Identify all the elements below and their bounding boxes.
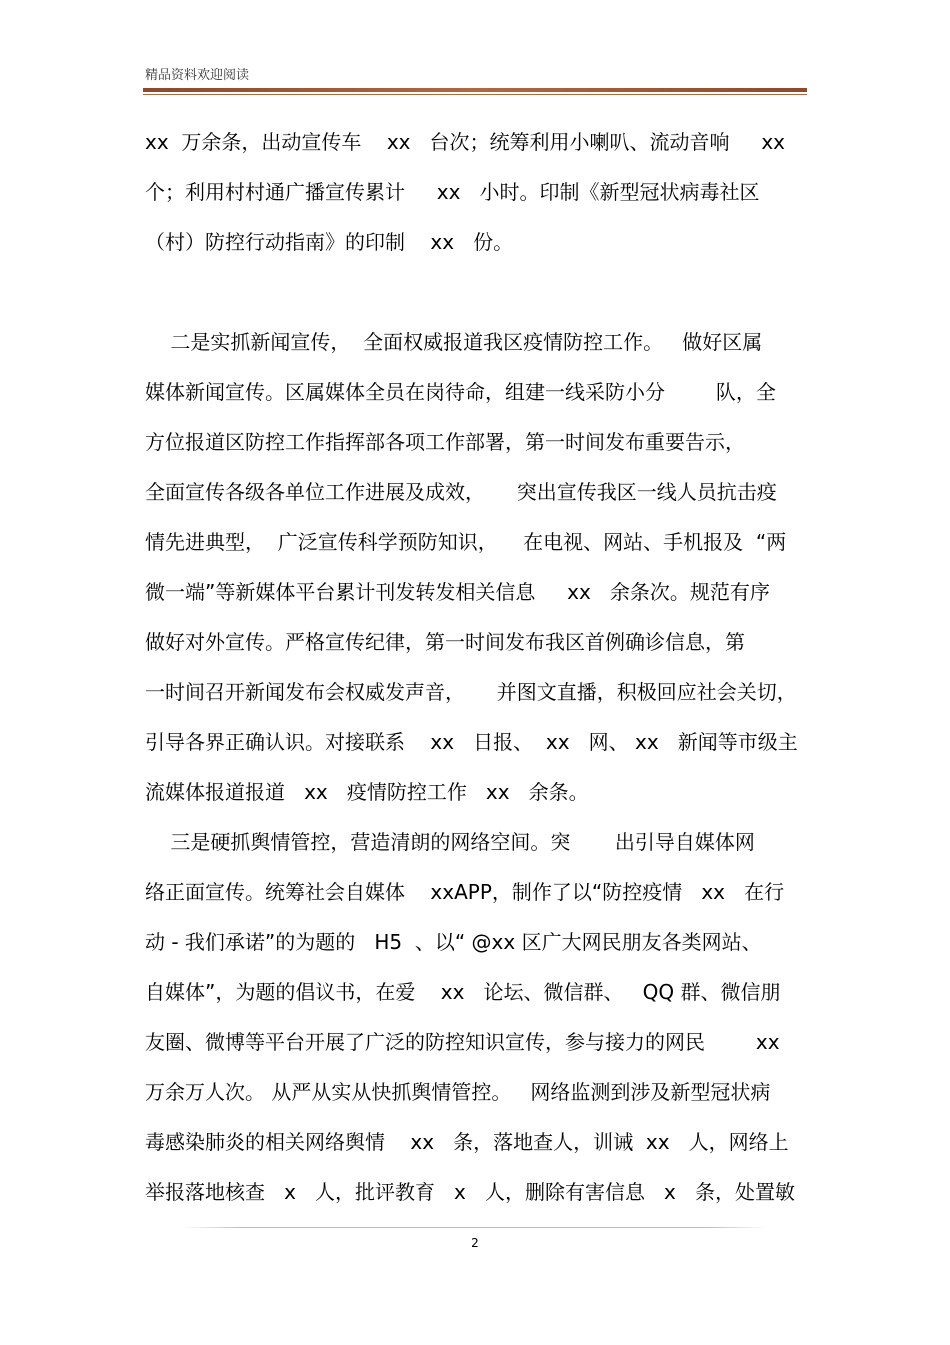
header-label: 精品资料欢迎阅读 [145,68,250,83]
text-line: 友圈、微博等平台开展了广泛的防控知识宣传，参与接力的网民 xx [145,1030,780,1054]
text-line: 流媒体报道报道 xx 疫情防控工作 xx 余条。 [145,780,589,804]
page-number: 2 [471,1236,479,1250]
text-line: 二是实抓新闻宣传， 全面权威报道我区疫情防控工作。 做好区属 [145,330,763,354]
text-line: 动 - 我们承诺”的为题的 H5 、以“ @xx 区广大网民朋友各类网站、 [145,930,762,954]
text-line: 举报落地核查 x 人，批评教育 x 人，删除有害信息 x 条，处置敏 [145,1180,795,1204]
text-line: 做好对外宣传。严格宣传纪律，第一时间发布我区首例确诊信息，第 [145,630,745,654]
text-line: 万余万人次。 从严从实从快抓舆情管控。 网络监测到涉及新型冠状病 [145,1080,771,1104]
footer-divider [182,1227,768,1228]
text-line: 微一端”等新媒体平台累计刊发转发相关信息 xx 余条次。规范有序 [145,580,770,604]
text-line: 方位报道区防控工作指挥部各项工作部署，第一时间发布重要告示， [145,430,745,454]
text-line: 一时间召开新闻发布会权威发声音， 并图文直播，积极回应社会关切， [145,680,797,704]
text-line: 个；利用村村通广播宣传累计 xx 小时。印制《新型冠状病毒社区 [145,180,760,204]
text-line: 自媒体”，为题的倡议书，在爱 xx 论坛、微信群、 QQ 群、微信朋 [145,980,781,1004]
text-line: 三是硬抓舆情管控，营造清朗的网络空间。突 出引导自媒体网 [145,830,755,854]
text-line: 情先进典型， 广泛宣传科学预防知识， 在电视、网站、手机报及 “两 [145,530,787,554]
text-line: 引导各界正确认识。对接联系 xx 日报、 xx 网、 xx 新闻等市级主 [145,730,798,754]
text-line: 媒体新闻宣传。区属媒体全员在岗待命，组建一线采防小分 队，全 [145,380,776,404]
text-line: 络正面宣传。统筹社会自媒体 xxAPP，制作了以“防控疫情 xx 在行 [145,880,785,904]
text-line: xx 万余条，出动宣传车 xx 台次；统筹利用小喇叭、流动音响 xx [145,130,786,154]
text-line: 全面宣传各级各单位工作进展及成效， 突出宣传我区一线人员抗击疫 [145,480,777,504]
text-line: 毒感染肺炎的相关网络舆情 xx 条，落地查人，训诫 xx 人，网络上 [145,1130,789,1154]
text-line: （村）防控行动指南》的印制 xx 份。 [145,230,514,254]
